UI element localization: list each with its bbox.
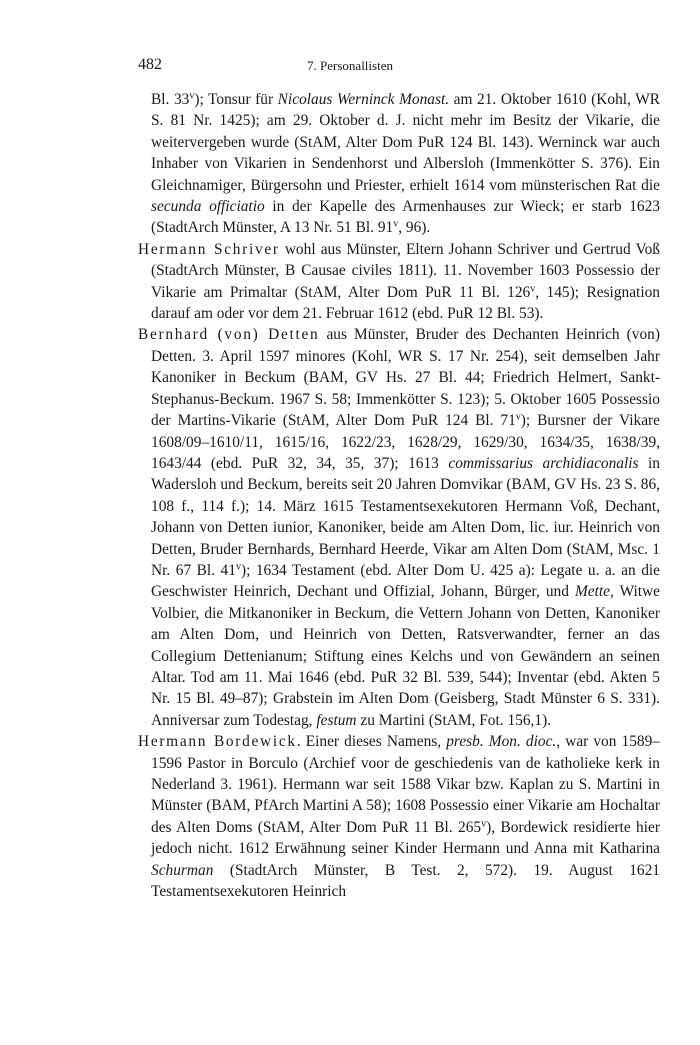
entry-text: ); Bursner der Vikare 1608/09–1610/11, 1615/16, 1622/23, 1628/29, 1629/30, 1634/35, 1638/39, 1643/44 (ebd. PuR 32, 34, 35, 37); 1613: [151, 412, 660, 472]
person-list: [138, 89, 660, 902]
entry-text: (StadtArch Münster, B Test. 2, 572). 19. August 1621 Testamentsexekutoren Heinrich: [151, 861, 660, 901]
verso-superscript: v: [530, 283, 536, 295]
running-head: 7. Personallisten: [307, 58, 393, 73]
italic-term: Schurman: [151, 861, 214, 879]
entry-continuation: [138, 89, 660, 239]
italic-term: Mette: [574, 583, 610, 601]
person-name: Bernhard (von) Detten: [138, 326, 320, 344]
italic-term: presb. Mon. dioc.: [446, 733, 557, 751]
entry-text: , 96).: [398, 219, 431, 237]
person-name: Hermann Schriver: [138, 240, 280, 258]
person-entry: [138, 324, 660, 731]
italic-term: commissarius archidiaconalis: [448, 454, 639, 472]
entry-text: Bl. 33: [151, 91, 190, 108]
entry-text: , war von 1589–1596 Pastor in Borculo (Archief voor de geschiedenis van de katholieke kerk in Nederland 3. 1961). Hermann war seit 1588 Vikar bzw. Kaplan zu S. Martini in Münster (BAM, PfArch Martini A 58); 1608 Possessio einer Vikarie am Hochaltar des Alten Doms (StAM, Alter Dom PuR 11 Bl. 265: [151, 733, 661, 836]
entry-text: in der Kapelle des Armenhauses zur Wieck; er starb 1623 (StadtArch Münster, A 13 Nr. 51 Bl. 91: [151, 198, 660, 237]
italic-term: Nicolaus Werninck Monast.: [277, 91, 450, 108]
verso-superscript: v: [393, 218, 399, 230]
italic-term: secunda officiatio: [151, 198, 265, 216]
page-number: 482: [138, 56, 162, 73]
entry-text: wohl aus Münster, Eltern Johann Schriver und Gertrud Voß (StadtArch Münster, B Causae civiles 1811). 11. November 1603 Possessio der Vikarie am Primaltar (StAM, Alter Dom PuR 11 Bl. 126: [151, 240, 661, 301]
verso-superscript: v: [189, 90, 195, 102]
person-entry: [138, 731, 660, 902]
verso-superscript: v: [515, 411, 521, 423]
entry-text: aus Münster, Bruder des Dechanten Heinrich (von) Detten. 3. April 1597 minores (Kohl, WR S. 17 Nr. 254), seit demselben Jahr Kanoniker in Beckum (BAM, GV Hs. 27 Bl. 44; Friedrich Helmert, Sankt-Stephanus-Beckum. 1967 S. 58; Immenkötter S. 123); 5. Oktober 1605 Possessio der Martins-Vikarie (StAM, Alter Dom PuR 124 Bl. 71: [151, 326, 660, 430]
entry-text: zu Martini (StAM, Fot. 156,1).: [356, 711, 552, 729]
entry-text: . Einer dieses Namens,: [296, 733, 447, 751]
verso-superscript: v: [481, 818, 487, 830]
verso-superscript: v: [235, 561, 241, 573]
person-name: Hermann Bordewick: [138, 733, 297, 751]
person-entry: [138, 239, 660, 325]
entry-text: ); 1634 Testament (ebd. Alter Dom U. 425 a): Legate u. a. an die Geschwister Heinrich, Dechant und Offizial, Johann, Bürger, und: [151, 561, 660, 601]
italic-term: festum: [316, 711, 357, 729]
entry-text: , 145); Resignation darauf am oder vor dem 21. Februar 1612 (ebd. PuR 12 Bl. 53).: [151, 283, 660, 323]
entry-text: in Wadersloh und Beckum, bereits seit 20 Jahren Domvikar (BAM, GV Hs. 23 S. 86, 108 f., 114 f.); 14. März 1615 Testamentsexekutoren Hermann Voß, Dechant, Johann von Detten iunior, Kanoniker, beide am Alten Dom, lic. iur. Heinrich von Detten, Bruder Bernhards, Bernhard Heerde, Vikar am Alten Dom (StAM, Msc. 1 Nr. 67 Bl. 41: [151, 454, 661, 579]
entry-text: , Witwe Volbier, die Mitkanoniker in Beckum, die Vettern Johann von Detten, Kanoniker am Alten Dom, und Heinrich von Detten, Ratsverwandter, ferner an das Collegium Dettenianum; Stiftung eines Kelchs und von Gewändern an seinen Altar. Tod am 11. Mai 1646 (ebd. PuR 32 Bl. 539, 544); Inventar (ebd. Akten 5 Nr. 15 Bl. 49–87); Grabstein im Alten Dom (Geisberg, Stadt Münster 6 S. 331). Anniversar zum Todestag,: [151, 583, 660, 729]
entry-text: ); Tonsur für: [194, 91, 278, 108]
entry-text: ), Bordewick residierte hier jedoch nicht. 1612 Erwähnung seiner Kinder Hermann und Anna mit Katharina: [151, 818, 660, 858]
entry-text: am 21. Oktober 1610 (Kohl, WR S. 81 Nr. 1425); am 29. Oktober d. J. nicht mehr im Besitz der Vikarie, die weitervergeben wurde (StAM, Alter Dom PuR 124 Bl. 143). Werninck war auch Inhaber von Vikarien in Sendenhorst und Albersloh (Immenkötter S. 376). Ein Gleichnamiger, Bürgersohn und Priester, erhielt 1614 vom münsterischen Rat die: [151, 91, 661, 194]
